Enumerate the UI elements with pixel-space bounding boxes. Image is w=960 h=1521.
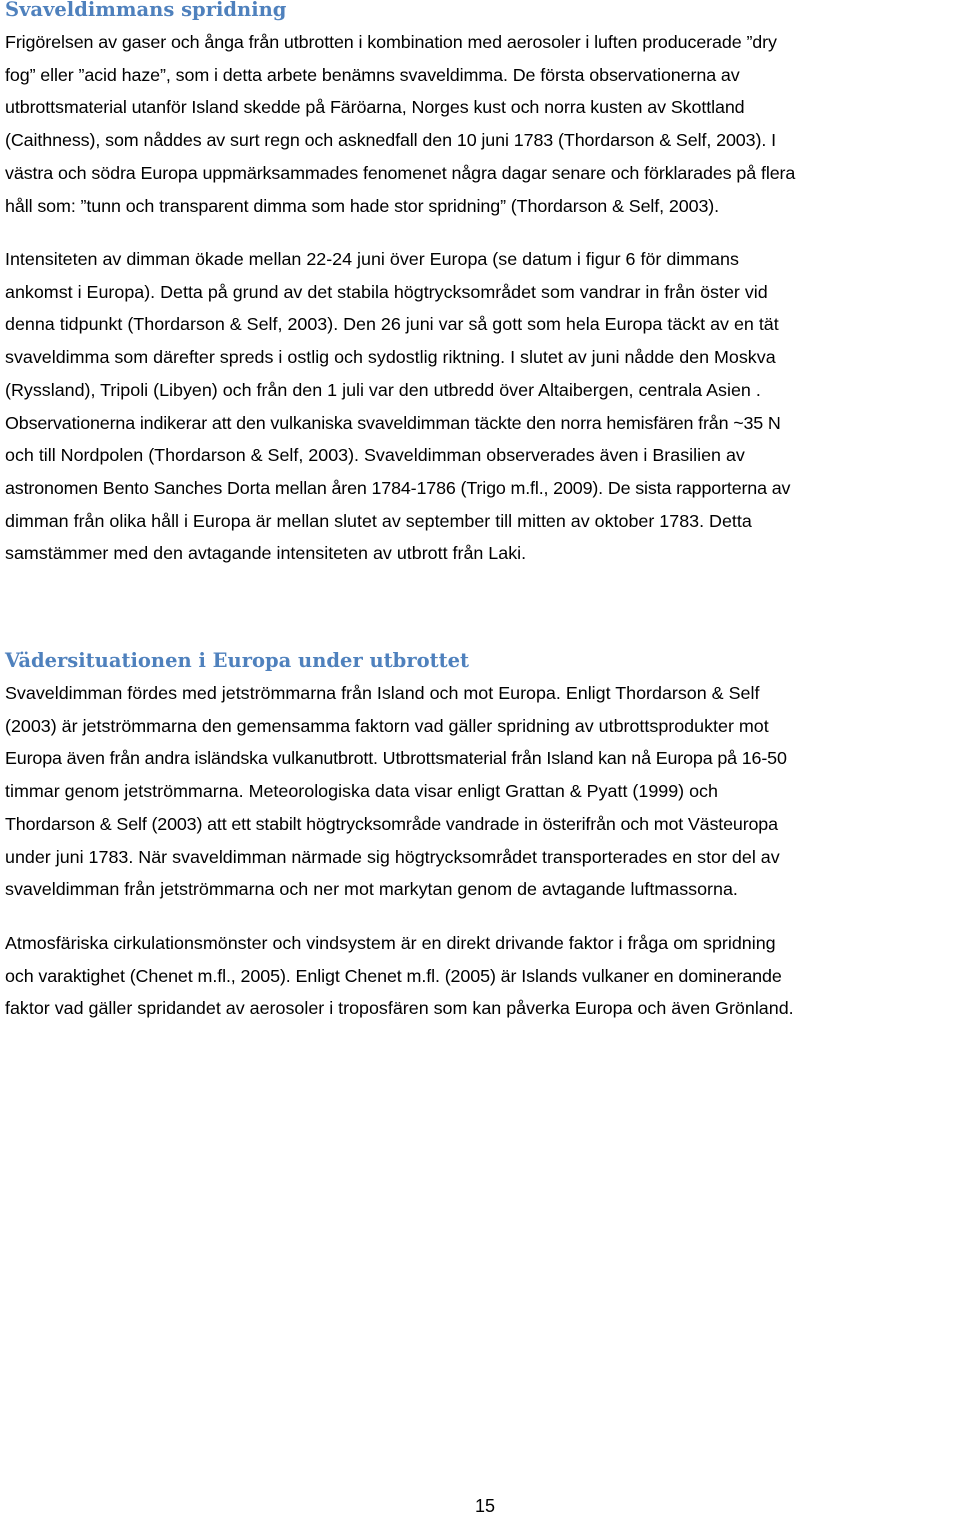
text-line: (2003) är jetströmmarna den gemensamma faktorn vad gäller spridning av utbrottsprodukter mot (5, 715, 769, 736)
text-line: Europa även från andra isländska vulkanutbrott. Utbrottsmaterial från Island kan nå Europa på 16-50 (5, 748, 787, 769)
text-line: västra och södra Europa uppmärksammades fenomenet några dagar senare och förklarades på flera (5, 162, 796, 183)
text-line: samstämmer med den avtagande intensiteten av utbrott från Laki. (5, 543, 527, 564)
text-line: astronomen Bento Sanches Dorta mellan åren 1784-1786 (Trigo m.fl., 2009). De sista rapporterna av (5, 477, 791, 498)
paragraph-vadersituationen-2 (5, 927, 955, 1025)
paragraph-vadersituationen-1 (5, 677, 955, 906)
text-line: Thordarson & Self (2003) att ett stabilt högtrycksområde vandrade in österifrån och mot Västeuropa (5, 813, 778, 834)
page-number: 15 (474, 1496, 496, 1516)
text-line: ankomst i Europa). Detta på grund av det stabila högtrycksområdet som vandrar in från öster vid (5, 281, 768, 302)
text-line: Atmosfäriska cirkulationsmönster och vindsystem är en direkt drivande faktor i fråga om spridning (5, 933, 776, 953)
text-line: svaveldimman från jetströmmarna och ner mot markytan genom de avtagande luftmassorna. (5, 879, 738, 900)
text-line: fog” eller ”acid haze”, som i detta arbete benämns svaveldimma. De första observationerna av (5, 64, 740, 85)
text-line: håll som: ”tunn och transparent dimma som hade stor spridning” (Thordarson & Self, 2003). (5, 195, 720, 216)
text-line: svaveldimma som därefter spreds i ostlig och sydostlig riktning. I slutet av juni nådde den Moskva (5, 347, 776, 368)
text-line: Svaveldimman fördes med jetströmmarna från Island och mot Europa. Enligt Thordarson & Self (5, 683, 760, 703)
text-line: Frigörelsen av gaser och ånga från utbrotten i kombination med aerosoler i luften producerade ”dry (5, 32, 777, 52)
text-line: (Ryssland), Tripoli (Libyen) och från den 1 juli var den utbredd över Altaibergen, centrala Asien . (5, 379, 761, 400)
text-line: utbrottsmaterial utanför Island skedde på Färöarna, Norges kust och norra kusten av Skottland (5, 97, 745, 118)
text-line: under juni 1783. När svaveldimman närmade sig högtrycksområdet transporterades en stor del av (5, 846, 780, 867)
text-line: och varaktighet (Chenet m.fl., 2005). Enligt Chenet m.fl. (2005) är Islands vulkaner en dominerande (5, 965, 782, 986)
text-line: och till Nordpolen (Thordarson & Self, 2003). Svaveldimman observerades även i Brasilien av (5, 445, 745, 466)
paragraph-spridning-2 (5, 243, 955, 570)
text-line: dimman från olika håll i Europa är mellan slutet av september till mitten av oktober 1783. Detta (5, 510, 752, 531)
text-line: timmar genom jetströmmarna. Meteorologiska data visar enligt Grattan & Pyatt (1999) och (5, 781, 718, 802)
text-line: (Caithness), som nåddes av surt regn och asknedfall den 10 juni 1783 (Thordarson & Self, 2003). I (5, 130, 776, 151)
section-heading-vadersituationen: Vädersituationen i Europa under utbrottet (5, 649, 470, 672)
text-line: denna tidpunkt (Thordarson & Self, 2003). Den 26 juni var så gott som hela Europa täckt av en tät (5, 314, 779, 335)
section-heading-spridning: Svaveldimmans spridning (5, 0, 287, 21)
text-line: Intensiteten av dimman ökade mellan 22-24 juni över Europa (se datum i figur 6 för dimmans (5, 249, 739, 269)
text-line: Observationerna indikerar att den vulkaniska svaveldimman täckte den norra hemisfären från ~35 N (5, 412, 781, 433)
paragraph-spridning-1 (5, 26, 955, 222)
text-line: faktor vad gäller spridandet av aerosoler i troposfären som kan påverka Europa och även Grönland. (5, 998, 794, 1019)
